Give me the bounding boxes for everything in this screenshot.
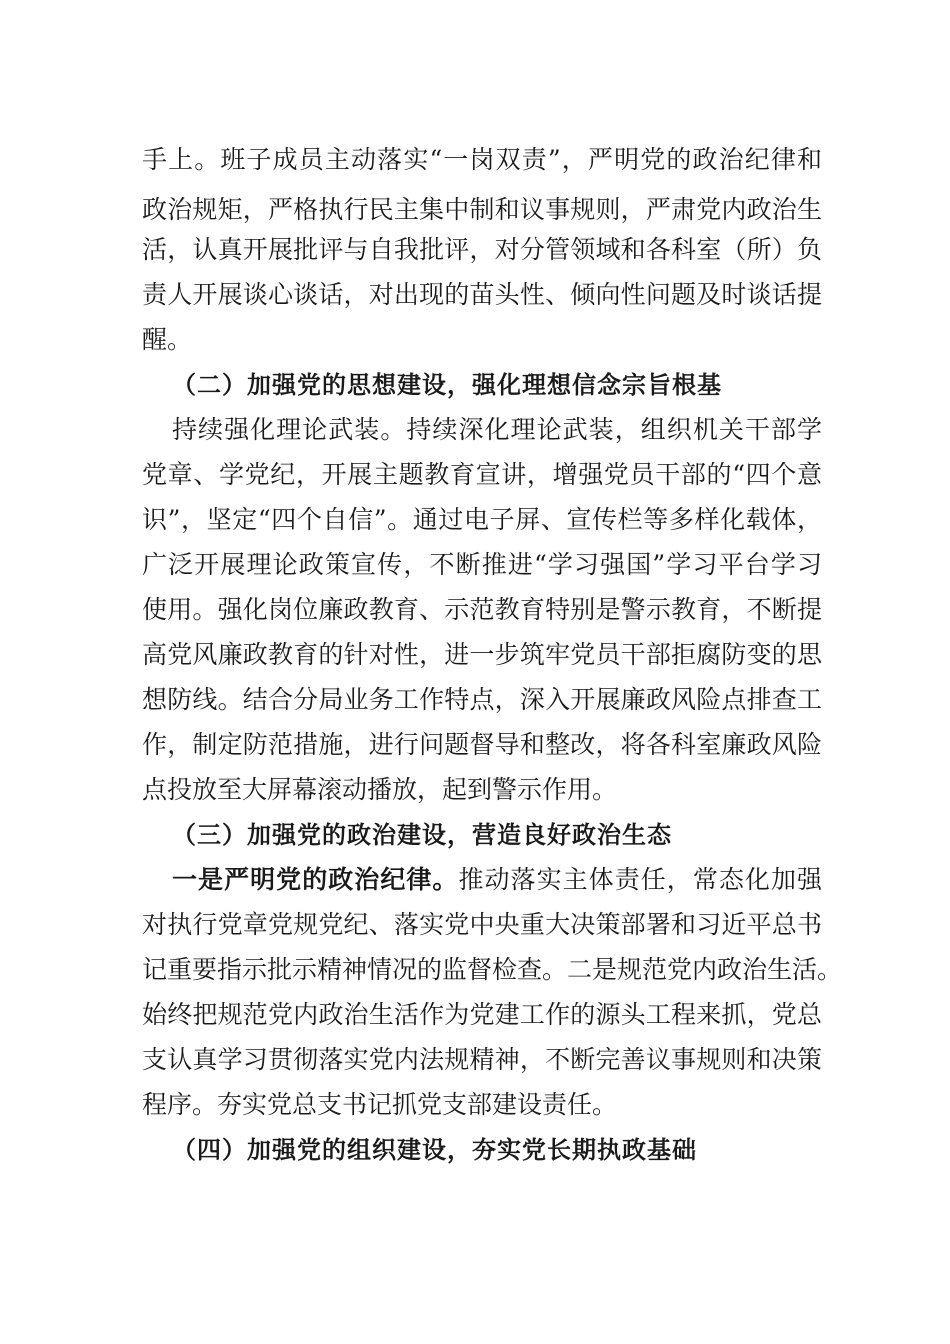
paragraph-line: 广泛开展理论政策宣传，不断推进“学习强国”学习平台学习	[142, 550, 822, 579]
paragraph-line: 醒。	[142, 325, 193, 354]
paragraph-line: 持续强化理论武装。持续深化理论武装，组织机关干部学	[172, 415, 822, 444]
paragraph-line: 支认真学习贯彻落实党内法规精神，不断完善议事规则和决策	[142, 1045, 822, 1074]
paragraph-line: 政治规矩，严格执行民主集中制和议事规则，严肃党内政治生	[142, 195, 822, 224]
section-heading: （三）加强党的政治建设，营造良好政治生态	[172, 821, 672, 849]
paragraph-line: 作，制定防范措施，进行问题督导和整改，将各科室廉政风险	[142, 730, 822, 759]
paragraph-line: 始终把规范党内政治生活作为党建工作的源头工程来抓，党总	[142, 1000, 822, 1029]
paragraph-line: 活，认真开展批评与自我批评，对分管领域和各科室（所）负	[142, 235, 822, 264]
paragraph-line: 使用。强化岗位廉政教育、示范教育特别是警示教育，不断提	[142, 595, 822, 624]
paragraph-text: 推动落实主体责任，常态化加强	[458, 865, 822, 894]
paragraph-line: 对执行党章党规党纪、落实党中央重大决策部署和习近平总书	[142, 910, 822, 939]
paragraph-line: 识”，坚定“四个自信”。通过电子屏、宣传栏等多样化载体，	[142, 505, 822, 534]
paragraph-line	[172, 863, 822, 897]
paragraph-line: 高党风廉政教育的针对性，进一步筑牢党员干部拒腐防变的思	[142, 640, 822, 669]
section-heading: （四）加强党的组织建设，夯实党长期执政基础	[172, 1136, 697, 1164]
paragraph-line: 点投放至大屏幕滚动播放，起到警示作用。	[142, 775, 618, 804]
paragraph-line: 想防线。结合分局业务工作特点，深入开展廉政风险点排查工	[142, 685, 822, 714]
paragraph-line: 记重要指示批示精神情况的监督检查。二是规范党内政治生活。	[142, 955, 843, 984]
paragraph-line: 责人开展谈心谈话，对出现的苗头性、倾向性问题及时谈话提	[142, 280, 822, 309]
lead-phrase: 一是严明党的政治纪律。	[172, 865, 459, 894]
paragraph-line: 手上。班子成员主动落实“一岗双责”，严明党的政治纪律和	[142, 145, 822, 174]
section-heading: （二）加强党的思想建设，强化理想信念宗旨根基	[172, 371, 722, 399]
paragraph-line: 党章、学党纪，开展主题教育宣讲，增强党员干部的“四个意	[142, 460, 822, 489]
paragraph-line: 程序。夯实党总支书记抓党支部建设责任。	[142, 1090, 618, 1119]
